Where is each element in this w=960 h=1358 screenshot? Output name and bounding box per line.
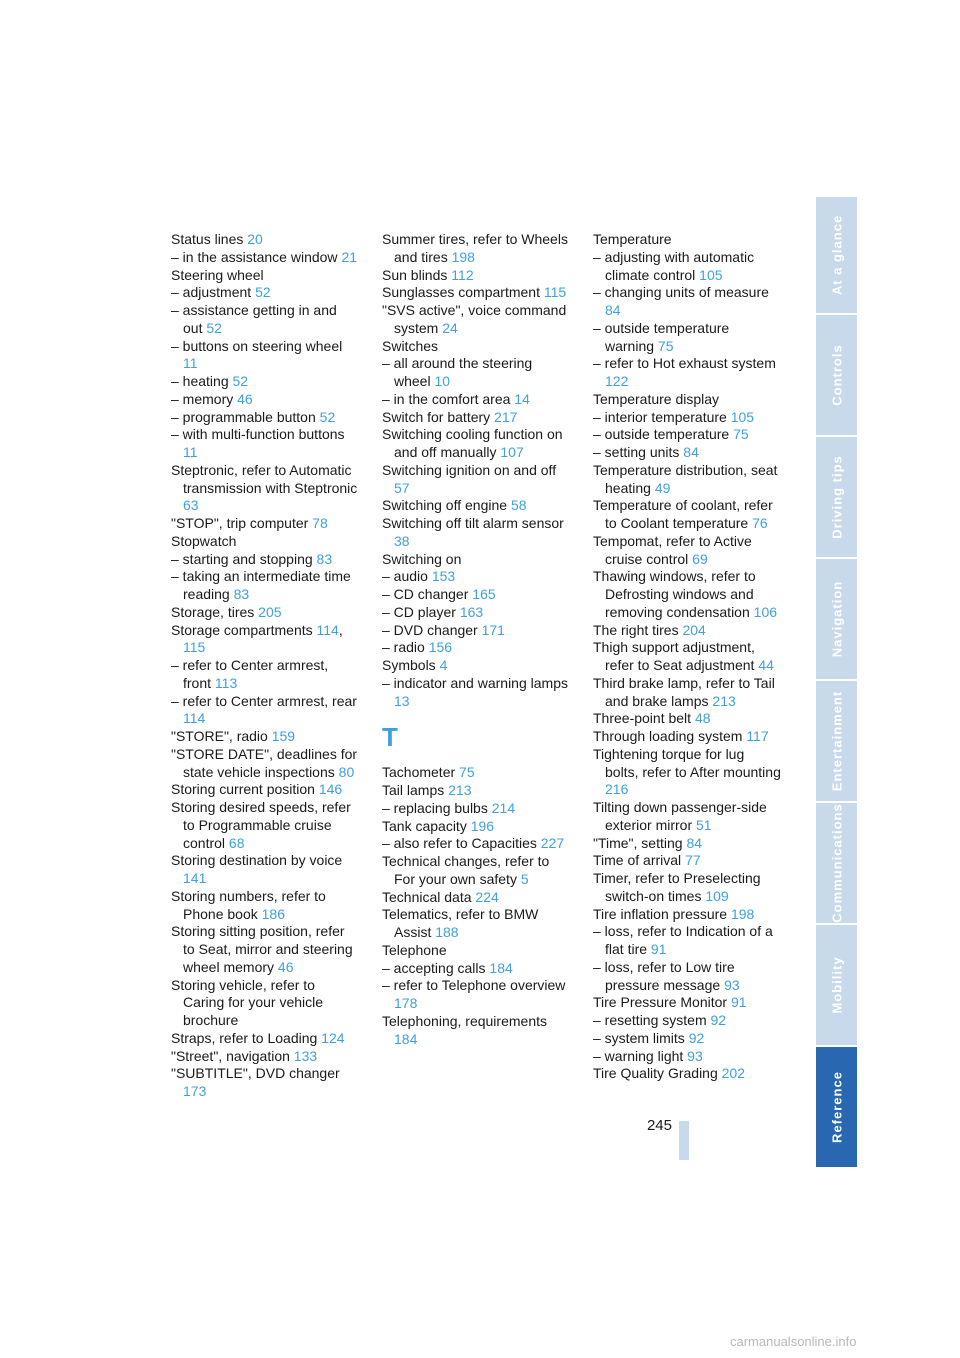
chapter-tab-label: Entertainment <box>829 690 844 792</box>
index-entry <box>593 622 781 640</box>
index-entry <box>382 231 570 267</box>
page-reference-link[interactable]: 49 <box>654 479 671 496</box>
page-reference-link[interactable]: 11 <box>183 444 198 460</box>
index-entry <box>593 409 781 427</box>
page-reference-link[interactable]: 13 <box>394 692 410 709</box>
index-entry-text: Storing desired speeds, refer to Programmable cruise control <box>171 799 351 851</box>
chapter-tabs <box>816 197 857 1169</box>
index-entry-text: Switching off engine <box>382 497 508 514</box>
index-entry <box>593 497 781 533</box>
index-entry <box>593 1065 781 1083</box>
page-reference-link[interactable]: 113 <box>214 674 238 691</box>
index-entry <box>171 888 359 924</box>
index-entry <box>593 799 781 835</box>
page-reference-link[interactable]: 171 <box>481 621 505 638</box>
index-entry-text: Tilting down passenger-side exterior mirror <box>593 799 767 833</box>
index-entry <box>382 764 570 782</box>
index-entry-text: Switching off tilt alarm sensor <box>382 515 564 531</box>
index-entry <box>593 284 781 320</box>
index-entry-text: Sun blinds <box>382 266 448 283</box>
index-entry-text: – heating <box>171 373 229 389</box>
index-entry-text: Steering wheel <box>171 266 264 283</box>
index-entry-text: – memory <box>171 390 234 407</box>
index-entry <box>382 800 570 818</box>
index-entry <box>593 533 781 569</box>
index-entry <box>593 249 781 285</box>
index-entry-text: – all around the steering wheel <box>382 355 533 389</box>
index-entry-text: – adjustment <box>171 284 252 301</box>
index-entry-text: – radio <box>382 639 425 656</box>
page-reference-link[interactable]: 77 <box>685 852 701 869</box>
index-entry <box>593 355 781 391</box>
index-entry <box>382 889 570 907</box>
index-entry <box>382 853 570 889</box>
page-reference-link[interactable]: 178 <box>394 995 418 1011</box>
index-entry <box>382 639 570 657</box>
page-reference-link[interactable]: 202 <box>721 1065 745 1082</box>
index-entry-text: Telephone <box>382 941 447 958</box>
page-reference-link[interactable]: 11 <box>183 355 198 372</box>
index-entry-text: – loss, refer to Indication of a flat tire <box>593 923 773 957</box>
index-entry <box>171 426 359 462</box>
index-entry <box>171 568 359 604</box>
index-entry <box>382 409 570 427</box>
chapter-tab-label: Driving tips <box>829 455 844 539</box>
page-reference-link[interactable]: 184 <box>489 959 513 976</box>
index-entry <box>382 604 570 622</box>
index-entry-text: – loss, refer to Low tire pressure message <box>593 958 735 993</box>
index-entry-text: Tank capacity <box>382 817 467 834</box>
index-entry-text: – warning light <box>593 1047 684 1064</box>
page-reference-link[interactable]: 115 <box>183 639 206 656</box>
index-entry-text: – changing units of measure <box>593 284 769 301</box>
page-reference-link[interactable]: 188 <box>435 924 459 940</box>
index-entry <box>382 515 570 551</box>
index-entry-text: – audio <box>382 568 428 585</box>
index-entry-text: – indicator and warning lamps <box>382 674 568 691</box>
page-reference-link[interactable]: 84 <box>683 444 699 460</box>
index-entry <box>171 338 359 374</box>
index-entry <box>382 568 570 586</box>
page-reference-link[interactable]: 117 <box>746 728 769 744</box>
index-entry-text: Storing destination by voice <box>171 852 343 869</box>
index-entry-text: – DVD changer <box>382 621 478 638</box>
index-entry <box>382 462 570 498</box>
index-entry-text: Steptronic, refer to Automatic transmission with Steptronic <box>171 461 358 496</box>
index-entry-text: Storage, tires <box>171 603 255 620</box>
index-entry-text: Storing current position <box>171 781 315 798</box>
page-reference-link[interactable]: 75 <box>657 337 674 354</box>
page-reference-link[interactable]: 92 <box>688 1029 705 1046</box>
index-entry-text: – in the comfort area <box>382 390 511 407</box>
page-reference-link[interactable]: 68 <box>228 834 245 851</box>
index-entry <box>382 782 570 800</box>
index-entry-text: Thigh support adjustment, refer to Seat adjustment <box>593 639 755 673</box>
index-entry-text: Switching on <box>382 550 462 567</box>
index-entry <box>382 942 570 960</box>
page-reference-link[interactable]: 213 <box>712 692 736 709</box>
page-reference-link[interactable]: 133 <box>293 1047 318 1064</box>
index-entry-text: – taking an intermediate time reading <box>171 568 351 602</box>
index-entry <box>382 960 570 978</box>
index-entry-text: Stopwatch <box>171 532 237 549</box>
index-entry-text: "STORE DATE", deadlines for state vehicle inspections <box>171 745 358 780</box>
page-reference-link[interactable]: 159 <box>271 728 296 744</box>
page-reference-link[interactable]: 93 <box>724 976 740 993</box>
index-entry <box>593 231 781 249</box>
index-entry <box>171 728 359 746</box>
index-entry <box>382 284 570 302</box>
page-reference-link[interactable]: 24 <box>442 319 458 336</box>
index-entry-text: Temperature distribution, seat heating <box>593 461 778 496</box>
index-entry-text: – assistance getting in and out <box>171 302 337 336</box>
chapter-tab-label: Controls <box>829 344 844 406</box>
page-reference-link[interactable]: 83 <box>233 586 250 602</box>
page-reference-link[interactable]: 52 <box>319 408 336 425</box>
page-reference-link[interactable]: 112 <box>451 266 474 283</box>
page-reference-link[interactable]: 80 <box>338 763 355 780</box>
index-entry <box>171 781 359 799</box>
index-entry <box>593 462 781 498</box>
page-reference-link[interactable]: 107 <box>500 444 524 460</box>
page-reference-link[interactable]: 51 <box>696 816 712 833</box>
page-reference-link[interactable]: 224 <box>475 888 499 905</box>
index-entry <box>171 1048 359 1066</box>
index-entry <box>171 746 359 782</box>
page-reference-link[interactable]: 109 <box>705 887 729 904</box>
index-entry <box>171 551 359 569</box>
index-entry <box>382 675 570 711</box>
index-entry <box>593 320 781 356</box>
index-entry <box>593 870 781 906</box>
page-reference-link[interactable]: 69 <box>692 550 708 567</box>
page-reference-link[interactable]: 5 <box>520 870 529 887</box>
index-entry <box>593 728 781 746</box>
index-entry-text: Tachometer <box>382 764 456 781</box>
page-reference-link[interactable]: 146 <box>318 781 343 798</box>
index-entry <box>382 622 570 640</box>
index-entry-text: – setting units <box>593 444 680 460</box>
page-reference-link[interactable]: 196 <box>470 817 495 834</box>
index-entry <box>171 604 359 622</box>
page-reference-link[interactable]: 38 <box>394 532 410 549</box>
index-entry-text: "STORE", radio <box>171 728 268 744</box>
index-entry-text: Thawing windows, refer to Defrosting windows and removing condensation <box>593 568 756 620</box>
chapter-tab-label: Reference <box>829 1071 844 1143</box>
page-reference-link[interactable]: 20 <box>247 231 263 247</box>
index-entry-text: Telephoning, requirements <box>382 1012 547 1029</box>
index-letter-heading: T <box>382 722 398 753</box>
index-entry <box>171 462 359 515</box>
index-entry <box>171 799 359 852</box>
index-entry <box>593 1030 781 1048</box>
page-reference-link[interactable]: 46 <box>277 958 294 975</box>
index-entry <box>382 657 570 675</box>
chapter-tab-navigation[interactable] <box>816 559 857 681</box>
page-reference-link[interactable]: 14 <box>514 390 530 407</box>
page-reference-link[interactable]: 75 <box>459 764 475 781</box>
index-entry <box>382 391 570 409</box>
index-entry <box>382 551 570 569</box>
index-entry-text: Temperature of coolant, refer to Coolant temperature <box>593 497 773 531</box>
index-entry-text: Time of arrival <box>593 852 682 869</box>
index-entry-text: – replacing bulbs <box>382 799 488 816</box>
page-reference-link[interactable]: 52 <box>255 284 271 301</box>
index-entry <box>382 906 570 942</box>
page-reference-link[interactable]: 141 <box>183 870 207 886</box>
page-reference-link[interactable]: 186 <box>261 905 285 922</box>
index-entry-text: – adjusting with automatic climate control <box>593 248 755 283</box>
page-reference-link[interactable]: 105 <box>699 266 723 283</box>
page-marker-bar <box>679 1121 689 1160</box>
chapter-tab-communications[interactable] <box>816 803 857 925</box>
index-entry <box>593 835 781 853</box>
index-entry <box>171 923 359 976</box>
index-entry <box>382 426 570 462</box>
chapter-tab-entertainment[interactable] <box>816 681 857 803</box>
index-entry <box>593 426 781 444</box>
index-entry-text: Switches <box>382 337 439 354</box>
chapter-tab-mobility[interactable] <box>816 925 857 1047</box>
page-reference-link[interactable]: 198 <box>730 905 755 922</box>
index-entry <box>171 249 359 267</box>
index-entry <box>382 338 570 356</box>
page-reference-link[interactable]: 10 <box>434 373 451 389</box>
page-reference-link[interactable]: 91 <box>730 994 747 1011</box>
page-reference-link[interactable]: 156 <box>428 639 453 656</box>
index-entry <box>593 1048 781 1066</box>
page-reference-link[interactable]: 57 <box>394 479 410 496</box>
index-entry-text: – CD player <box>382 603 456 620</box>
chapter-tab-label: At a glance <box>829 214 844 296</box>
index-entry-text: Tire Pressure Monitor <box>593 994 728 1011</box>
index-entry-text: "Time", setting <box>593 834 683 851</box>
index-entry-text: – resetting system <box>593 1012 707 1028</box>
page-reference-link[interactable]: 84 <box>605 302 621 318</box>
index-entry-text: Straps, refer to Loading <box>171 1029 318 1046</box>
index-entry-text: "SVS active", voice command system <box>382 302 567 336</box>
index-entry-text: – refer to Center armrest, rear <box>171 692 357 709</box>
page-reference-link[interactable]: 46 <box>237 390 253 407</box>
page-reference-link[interactable]: 204 <box>682 621 706 638</box>
index-entry-text: Temperature display <box>593 390 720 407</box>
index-entry <box>593 675 781 711</box>
index-entry <box>382 818 570 836</box>
index-entry-text: – accepting calls <box>382 959 486 976</box>
index-entry-text: Third brake lamp, refer to Tail and brake lamps <box>593 674 775 709</box>
index-entry <box>171 373 359 391</box>
page-reference-link[interactable]: 75 <box>733 426 749 443</box>
index-entry <box>593 923 781 959</box>
page-reference-link[interactable]: 213 <box>448 782 472 798</box>
index-entry-text: Storing vehicle, refer to Caring for your vehicle brochure <box>171 976 324 1028</box>
page-reference-link[interactable]: 217 <box>494 408 518 425</box>
index-entry <box>382 497 570 515</box>
page-reference-link[interactable]: 4 <box>439 657 448 673</box>
index-entry-text: Telematics, refer to BMW Assist <box>382 906 539 940</box>
page-number: 245 <box>646 1117 672 1134</box>
page-reference-link[interactable]: 214 <box>491 799 516 816</box>
index-entry-text: – outside temperature warning <box>593 319 730 354</box>
index-entry-text: "Street", navigation <box>171 1047 290 1064</box>
page-reference-link[interactable]: 114 <box>183 710 206 727</box>
index-entry <box>171 267 359 285</box>
page-reference-link[interactable]: 48 <box>694 710 711 727</box>
index-entry-text: Switching ignition on and off <box>382 461 557 478</box>
page-reference-link[interactable]: 21 <box>341 248 358 265</box>
index-entry <box>171 391 359 409</box>
page-reference-link[interactable]: 165 <box>472 586 496 602</box>
page-reference-link[interactable]: 216 <box>605 781 629 798</box>
index-entry-text: – refer to Center armrest, front <box>171 657 329 691</box>
index-entry <box>171 657 359 693</box>
page-reference-link[interactable]: 205 <box>258 603 282 620</box>
index-entry-text: Three-point belt <box>593 710 692 727</box>
page-reference-link[interactable]: 76 <box>752 515 768 531</box>
index-entry-text: Status lines <box>171 231 244 247</box>
index-entry <box>593 906 781 924</box>
chapter-tab-driving-tips[interactable] <box>816 437 857 559</box>
index-entry-text: The right tires <box>593 621 679 638</box>
page-reference-link[interactable]: 198 <box>451 248 475 265</box>
index-entry: Storage compartments 114, 115 <box>171 621 343 656</box>
index-entry-text: Switching cooling function on and off manually <box>382 426 563 460</box>
page-reference-link[interactable]: 184 <box>394 1030 418 1047</box>
index-entry <box>593 994 781 1012</box>
index-entry <box>593 959 781 995</box>
index-entry-text: – outside temperature <box>593 426 730 443</box>
index-entry-text: – with multi-function buttons <box>171 426 345 443</box>
index-entry-text: – starting and stopping <box>171 550 313 567</box>
index-entry <box>382 586 570 604</box>
index-entry <box>593 444 781 462</box>
index-entry-text: Tightening torque for lug bolts, refer to After mounting <box>593 745 781 780</box>
index-entry-text: Technical changes, refer to For your own safety <box>382 853 550 887</box>
index-entry <box>171 852 359 888</box>
chapter-tab-label: Navigation <box>829 580 844 658</box>
index-entry <box>171 515 359 533</box>
index-entry <box>593 568 781 621</box>
index-entry <box>593 1012 781 1030</box>
chapter-tab-reference[interactable] <box>816 1047 857 1169</box>
index-entry <box>171 533 359 551</box>
page-reference-link[interactable]: 84 <box>686 834 703 851</box>
page-reference-link[interactable]: 122 <box>605 373 629 389</box>
index-entry <box>593 852 781 870</box>
index-entry-text: – interior temperature <box>593 408 727 425</box>
index-entry-text: – refer to Telephone overview <box>382 977 566 994</box>
index-entry-text: Through loading system <box>593 728 743 744</box>
page-reference-link[interactable]: 52 <box>206 319 222 336</box>
chapter-tab-label: Mobility <box>829 956 844 1014</box>
index-column-3 <box>593 231 781 1083</box>
index-entry <box>382 302 570 338</box>
index-entry-text: Storing numbers, refer to Phone book <box>171 887 326 922</box>
index-entry-text: Storage compartments <box>171 621 313 638</box>
index-entry-text: Sunglasses compartment <box>382 284 540 301</box>
page-reference-link[interactable]: 227 <box>540 835 565 852</box>
index-entry-text: – system limits <box>593 1029 685 1046</box>
index-entry <box>171 284 359 302</box>
index-entry-text: Tire Quality Grading <box>593 1065 718 1082</box>
index-entry-text: Timer, refer to Preselecting switch-on times <box>593 870 761 904</box>
index-entry-text: "STOP", trip computer <box>171 515 309 531</box>
index-entry <box>593 639 781 675</box>
index-entry <box>171 693 359 729</box>
chapter-tab-controls[interactable] <box>816 315 857 437</box>
index-entry-text: Temperature <box>593 231 672 247</box>
index-entry-text: Summer tires, refer to Wheels and tires <box>382 231 568 265</box>
index-entry-text: – programmable button <box>171 408 316 425</box>
index-entry <box>382 267 570 285</box>
index-entry-text: Tempomat, refer to Active cruise control <box>593 532 752 567</box>
index-entry <box>382 977 570 1013</box>
index-entry <box>171 977 359 1030</box>
chapter-tab-at-a-glance[interactable] <box>816 197 857 315</box>
index-entry <box>593 391 781 409</box>
page-reference-link[interactable]: 163 <box>459 603 484 620</box>
index-column-2 <box>382 231 570 1048</box>
index-entry <box>171 231 359 249</box>
page-reference-link[interactable]: 52 <box>232 373 249 389</box>
index-entry <box>382 835 570 853</box>
page-reference-link[interactable]: 78 <box>312 515 328 531</box>
page-reference-link[interactable]: 58 <box>510 497 527 514</box>
page-reference-link[interactable]: 115 <box>543 284 567 301</box>
page-reference-link[interactable]: 106 <box>753 603 778 620</box>
index-entry-text: – in the assistance window <box>171 248 338 265</box>
index-entry <box>382 1013 570 1049</box>
index-entry-text: Tire inflation pressure <box>593 905 728 922</box>
index-entry-text: Technical data <box>382 888 472 905</box>
page-reference-link[interactable]: 83 <box>316 550 333 567</box>
index-entry <box>171 1065 359 1101</box>
index-entry-text: – also refer to Capacities <box>382 835 537 852</box>
index-entry <box>171 302 359 338</box>
index-entry-text: Storing sitting position, refer to Seat, mirror and steering wheel memory <box>171 923 353 975</box>
index-entry <box>593 710 781 728</box>
index-entry-text: – CD changer <box>382 586 469 602</box>
index-entry-text: Symbols <box>382 657 436 673</box>
index-entry <box>171 409 359 427</box>
index-entry-text: Tail lamps <box>382 782 445 798</box>
page-reference-link[interactable]: 124 <box>321 1029 345 1046</box>
page-reference-link[interactable]: 153 <box>431 568 456 585</box>
index-entry-text: Switch for battery <box>382 408 491 425</box>
page-reference-link[interactable]: 63 <box>183 497 199 514</box>
index-entry <box>382 355 570 391</box>
page-reference-link[interactable]: 105 <box>730 408 755 425</box>
index-column-1 <box>171 231 359 1101</box>
index-entry <box>593 746 781 799</box>
page-reference-link[interactable]: 114 <box>316 621 339 638</box>
index-entry-text: – refer to Hot exhaust system <box>593 355 776 372</box>
watermark: carmanualsonline.info <box>730 1334 857 1349</box>
page-reference-link[interactable]: 93 <box>687 1047 703 1064</box>
page-reference-link[interactable]: 92 <box>710 1012 727 1028</box>
index-entry-text: "SUBTITLE", DVD changer <box>171 1065 340 1082</box>
index-entry <box>171 1030 359 1048</box>
page-reference-link[interactable]: 44 <box>758 657 774 673</box>
chapter-tab-label: Communications <box>829 803 844 923</box>
index-entry-text: – buttons on steering wheel <box>171 337 343 354</box>
page-reference-link[interactable]: 173 <box>183 1083 207 1099</box>
page-reference-link[interactable]: 91 <box>650 941 667 957</box>
